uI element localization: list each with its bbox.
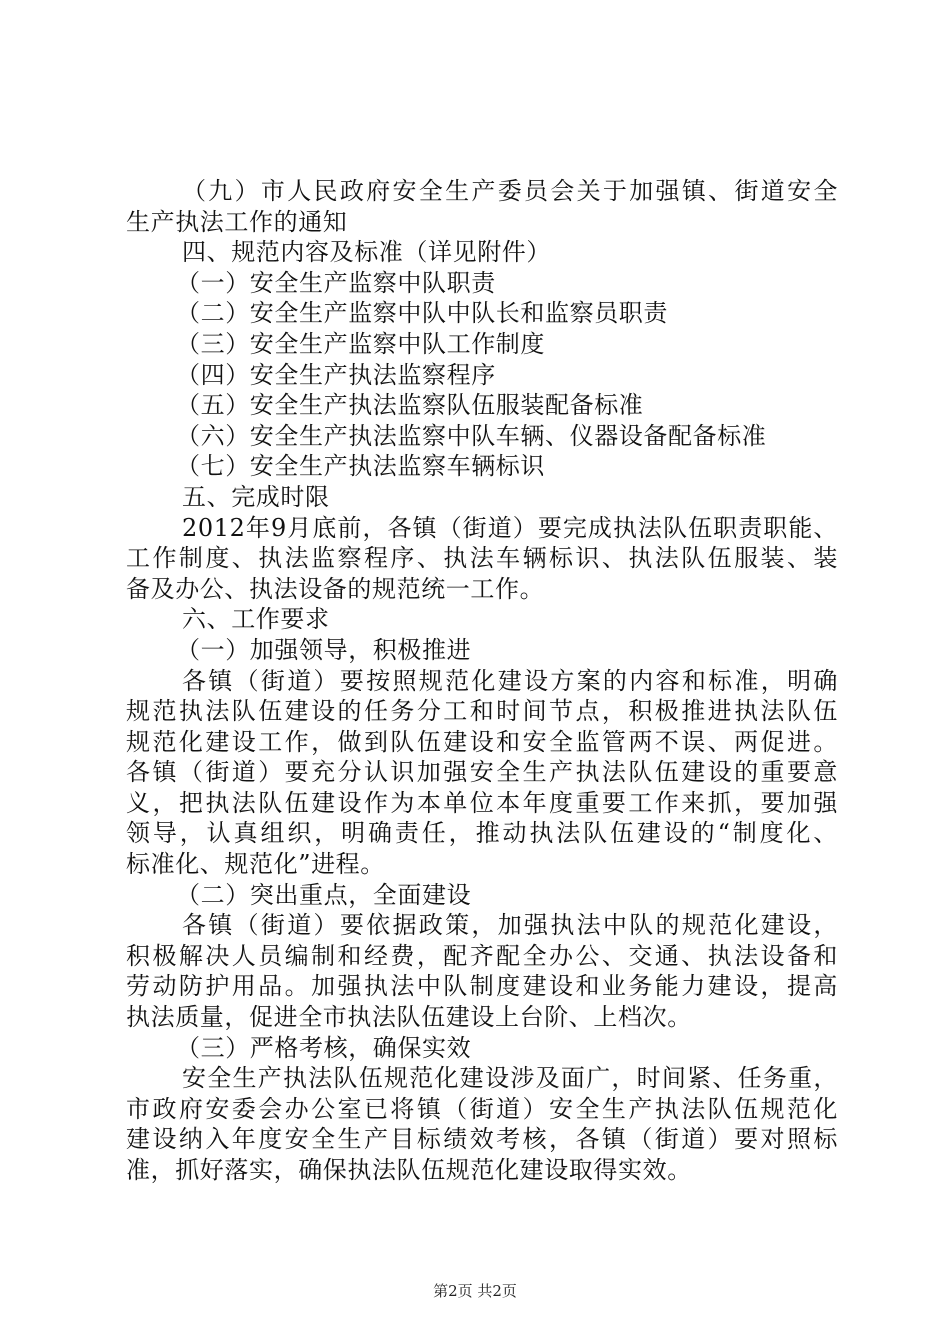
text-line: 规范化建设工作，做到队伍建设和安全监管两不误、两促进。: [126, 727, 838, 756]
text-line: 备及办公、执法设备的规范统一工作。: [126, 574, 545, 603]
text-line: 五、完成时限: [182, 482, 330, 511]
text-line: 各镇（街道）要依据政策，加强执法中队的规范化建设，: [182, 911, 838, 940]
page-number: 第2页 共2页: [433, 1282, 517, 1300]
text-line: （一）安全生产监察中队职责: [176, 268, 496, 297]
text-line: 标准化、规范化”进程。: [126, 850, 385, 879]
text-line: 建设纳入年度安全生产目标绩效考核，各镇（街道）要对照标: [126, 1125, 838, 1154]
text-line: 义，把执法队伍建设作为本单位本年度重要工作来抓，要加强: [126, 788, 838, 817]
text-line: 准，抓好落实，确保执法队伍规范化建设取得实效。: [126, 1156, 692, 1184]
text-line: 四、规范内容及标准（详见附件）: [182, 238, 551, 267]
text-line: （七）安全生产执法监察车辆标识: [176, 452, 545, 481]
text-line: 六、工作要求: [182, 605, 330, 634]
text-line: （四）安全生产执法监察程序: [176, 360, 496, 389]
text-line: （三）安全生产监察中队工作制度: [176, 329, 545, 358]
text-line: 积极解决人员编制和经费，配齐配全办公、交通、执法设备和: [126, 941, 838, 970]
text-line: 领导，认真组织，明确责任，推动执法队伍建设的“制度化、: [126, 819, 838, 848]
text-line: （二）安全生产监察中队中队长和监察员职责: [176, 299, 668, 328]
text-line: 市政府安委会办公室已将镇（街道）安全生产执法队伍规范化: [126, 1094, 838, 1123]
text-line: （五）安全生产执法监察队伍服装配备标准: [176, 391, 644, 420]
text-line: 工作制度、执法监察程序、执法车辆标识、执法队伍服装、装: [126, 544, 838, 573]
text-line: （六）安全生产执法监察中队车辆、仪器设备配备标准: [176, 421, 767, 450]
text-line: 各镇（街道）要按照规范化建设方案的内容和标准，明确: [182, 666, 838, 695]
text-line: （九）市人民政府安全生产委员会关于加强镇、街道安全: [182, 177, 838, 205]
text-line: 生产执法工作的通知: [126, 207, 348, 236]
text-line: 2012年9月底前，各镇（街道）要完成执法队伍职责职能、: [182, 513, 838, 542]
text-line: 安全生产执法队伍规范化建设涉及面广，时间紧、任务重，: [182, 1064, 838, 1093]
text-line: （一）加强领导，积极推进: [176, 635, 472, 664]
text-line: 规范执法队伍建设的任务分工和时间节点，积极推进执法队伍: [126, 697, 838, 726]
text-line: 执法质量，促进全市执法队伍建设上台阶、上档次。: [126, 1003, 692, 1032]
text-line: （三）严格考核，确保实效: [176, 1033, 472, 1062]
text-line: 各镇（街道）要充分认识加强安全生产执法队伍建设的重要意: [126, 758, 838, 787]
text-line: 劳动防护用品。加强执法中队制度建设和业务能力建设，提高: [126, 972, 838, 1001]
text-line: （二）突出重点，全面建设: [176, 880, 472, 909]
document-body: [126, 176, 838, 1186]
